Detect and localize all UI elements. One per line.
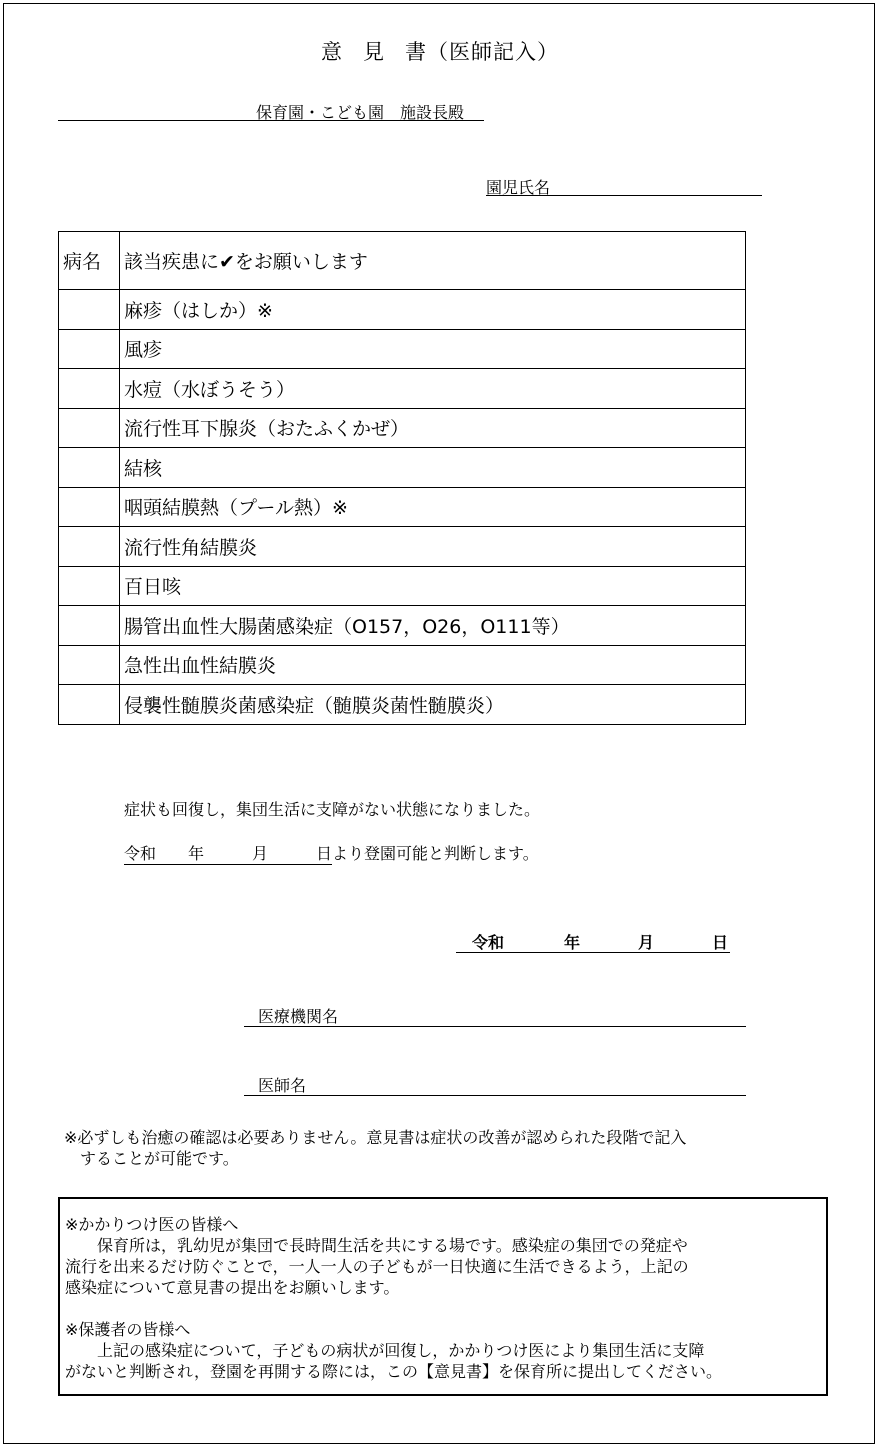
title-char-2: 見 xyxy=(363,40,385,64)
checkbox-cell[interactable] xyxy=(59,685,120,725)
disease-label: 急性出血性結膜炎 xyxy=(120,645,746,685)
disease-label: 腸管出血性大腸菌感染症（O157，O26，O111等） xyxy=(120,606,746,646)
child-name-label: 園児氏名 xyxy=(486,178,551,197)
header-disease-name: 病名 xyxy=(59,232,120,290)
return-date-suffix: より登園可能と判断します。 xyxy=(332,844,539,863)
disease-label: 咽頭結膜熱（プール熱）※ xyxy=(120,487,746,527)
date-year-label: 年 xyxy=(564,933,581,952)
checkbox-cell[interactable] xyxy=(59,448,120,488)
doctors-notice xyxy=(65,1214,817,1298)
disease-row xyxy=(59,408,746,448)
header-instruction: 該当疾患に✔をお願いします xyxy=(120,232,746,290)
addressee-label: 保育園・こども園 施設長殿 xyxy=(256,103,465,122)
date-month-label: 月 xyxy=(638,933,655,952)
doctor-label: 医師名 xyxy=(258,1076,307,1095)
parents-heading: ※保護者の皆様へ xyxy=(65,1320,191,1339)
disease-row xyxy=(59,566,746,606)
disease-label: 風疹 xyxy=(120,329,746,369)
checkbox-cell[interactable] xyxy=(59,408,120,448)
institution-label: 医療機関名 xyxy=(258,1007,339,1026)
recovery-statement: 症状も回復し，集団生活に支障がない状態になりました。 xyxy=(124,800,541,819)
disease-label: 流行性角結膜炎 xyxy=(120,527,746,567)
doctor-name-field[interactable] xyxy=(244,1073,746,1096)
disease-row xyxy=(59,329,746,369)
disease-row xyxy=(59,527,746,567)
return-date-statement xyxy=(124,841,539,865)
footnote-line-2: することが可能です。 xyxy=(64,1149,239,1168)
return-date-field[interactable]: 令和 年 月 日 xyxy=(124,841,332,865)
title-char-1: 意 xyxy=(321,40,343,64)
title-suffix: （医師記入） xyxy=(427,40,559,64)
footnote xyxy=(64,1127,824,1169)
checkbox-cell[interactable] xyxy=(59,369,120,409)
date-era: 令和 xyxy=(472,933,505,952)
disease-label: 侵襲性髄膜炎菌感染症（髄膜炎菌性髄膜炎） xyxy=(120,685,746,725)
disease-label: 麻疹（はしか）※ xyxy=(120,290,746,330)
date-day-label: 日 xyxy=(712,933,729,952)
notice-box xyxy=(58,1197,828,1396)
disease-row xyxy=(59,606,746,646)
disease-label: 結核 xyxy=(120,448,746,488)
disease-row xyxy=(59,290,746,330)
disease-table xyxy=(58,231,746,725)
checkbox-cell[interactable] xyxy=(59,606,120,646)
disease-row xyxy=(59,448,746,488)
doctors-text-3: 感染症について意見書の提出をお願いします。 xyxy=(65,1278,400,1297)
title-char-3: 書 xyxy=(405,40,427,64)
footnote-line-1: ※必ずしも治癒の確認は必要ありません。意見書は症状の改善が認められた段階で記入 xyxy=(64,1128,687,1147)
child-name-field[interactable] xyxy=(486,175,762,196)
disease-table-header xyxy=(59,232,746,290)
document-title xyxy=(0,36,880,66)
disease-row xyxy=(59,369,746,409)
disease-label: 水痘（水ぼうそう） xyxy=(120,369,746,409)
doctors-heading: ※かかりつけ医の皆様へ xyxy=(65,1215,239,1234)
disease-row xyxy=(59,685,746,725)
parents-notice xyxy=(65,1319,817,1382)
disease-label: 流行性耳下腺炎（おたふくかぜ） xyxy=(120,408,746,448)
parents-text-1: 上記の感染症について，子どもの病状が回復し，かかりつけ医により集団生活に支障 xyxy=(65,1341,705,1360)
checkbox-cell[interactable] xyxy=(59,527,120,567)
issue-date-field[interactable] xyxy=(456,930,730,953)
checkbox-cell[interactable] xyxy=(59,290,120,330)
institution-field[interactable] xyxy=(244,1004,746,1027)
disease-row xyxy=(59,645,746,685)
checkbox-cell[interactable] xyxy=(59,566,120,606)
checkbox-cell[interactable] xyxy=(59,487,120,527)
addressee-line[interactable] xyxy=(58,100,484,121)
doctors-text-1: 保育所は，乳幼児が集団で長時間生活を共にする場です。感染症の集団での発症や xyxy=(65,1236,688,1255)
disease-row xyxy=(59,487,746,527)
checkbox-cell[interactable] xyxy=(59,645,120,685)
doctors-text-2: 流行を出来るだけ防ぐことで，一人一人の子どもが一日快適に生活できるよう，上記の xyxy=(65,1257,689,1276)
parents-text-2: がないと判断され，登園を再開する際には，この【意見書】を保育所に提出してください。 xyxy=(65,1362,722,1381)
disease-label: 百日咳 xyxy=(120,566,746,606)
checkbox-cell[interactable] xyxy=(59,329,120,369)
